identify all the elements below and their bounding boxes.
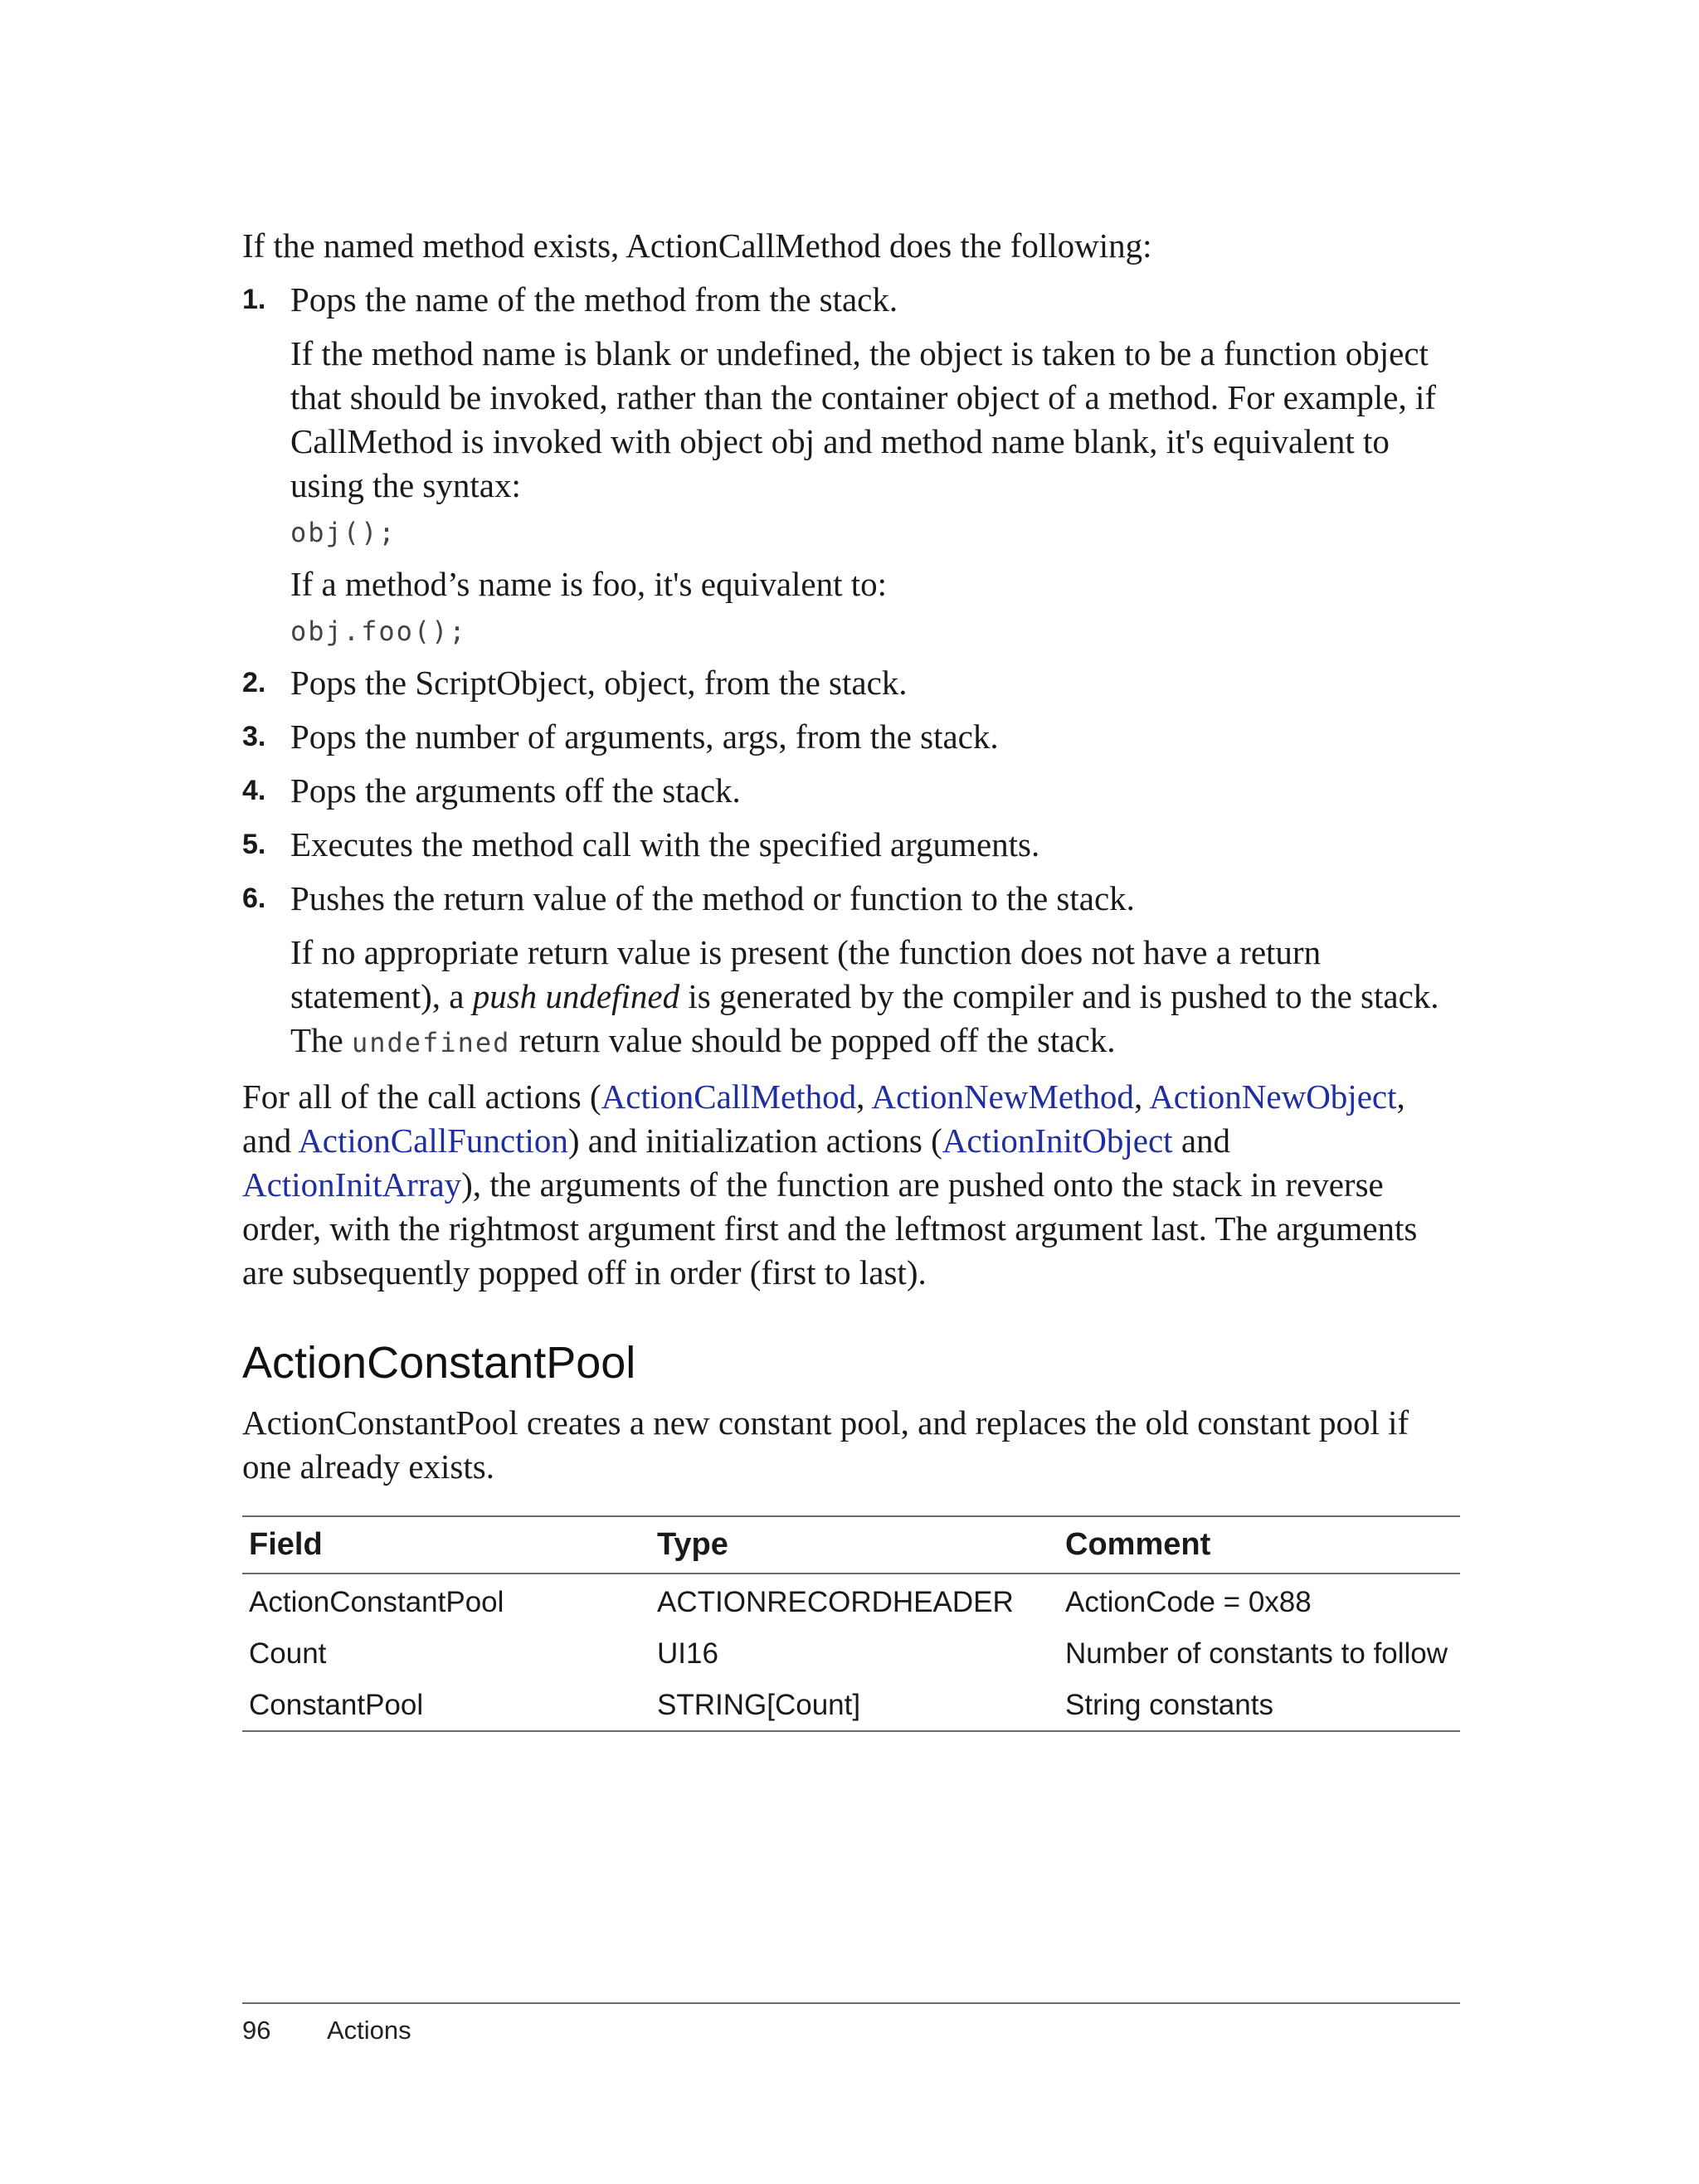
- section-heading: ActionConstantPool: [242, 1338, 636, 1388]
- step-number: 6.: [242, 883, 266, 914]
- step-detail-paragraph: If a method’s name is foo, it's equivalent to:: [290, 565, 888, 603]
- code-sample: obj.foo();: [290, 615, 467, 647]
- emphasis-text: push undefined: [472, 977, 680, 1015]
- table-cell: Number of constants to follow: [1065, 1637, 1448, 1670]
- link-action-new-object[interactable]: ActionNewObject: [1149, 1077, 1397, 1116]
- text-fragment: For all of the call actions (: [242, 1077, 601, 1116]
- column-header-field: Field: [242, 1516, 650, 1574]
- text-fragment: , and: [242, 1077, 1405, 1160]
- list-item: [242, 661, 1460, 705]
- steps-list: [242, 278, 1460, 1065]
- table-cell: Count: [249, 1637, 327, 1670]
- table-cell: ACTIONRECORDHEADER: [657, 1586, 1014, 1618]
- link-action-init-array[interactable]: ActionInitArray: [242, 1165, 462, 1204]
- link-action-call-function[interactable]: ActionCallFunction: [298, 1121, 568, 1160]
- table-header-row: [242, 1516, 1460, 1574]
- fields-table: [242, 1515, 1460, 1732]
- link-action-new-method[interactable]: ActionNewMethod: [871, 1077, 1134, 1116]
- page-body: [242, 224, 1460, 1732]
- column-header-type: Type: [650, 1516, 1059, 1574]
- step-text: Pops the number of arguments, args, from the stack.: [290, 717, 999, 756]
- step-text: Pops the arguments off the stack.: [290, 771, 741, 810]
- step-number: 3.: [242, 721, 266, 752]
- table-cell: STRING[Count]: [657, 1689, 861, 1721]
- step-text: Pops the name of the method from the stack.: [290, 280, 898, 319]
- page-footer: [242, 2002, 1460, 2045]
- step-detail-paragraph: If the method name is blank or undefined, the object is taken to be a function object that should be invoked, rather than the container object of a method. For example, if CallMethod is invoked with object obj and method name blank, it's equivalent to using the syntax:: [290, 334, 1437, 504]
- table-row: [242, 1574, 1460, 1627]
- list-item: [242, 823, 1460, 867]
- step-text: Pops the ScriptObject, object, from the stack.: [290, 664, 908, 702]
- text-fragment: If no appropriate return value is present (the function does not have a return statement), a: [290, 933, 1322, 1015]
- step-text: Pushes the return value of the method or function to the stack.: [290, 879, 1135, 917]
- step-number: 4.: [242, 775, 266, 806]
- text-fragment: return value should be popped off the stack.: [510, 1021, 1116, 1059]
- list-item: [242, 278, 1460, 651]
- inline-code: undefined: [352, 1027, 511, 1058]
- table-cell: String constants: [1065, 1689, 1273, 1721]
- column-header-comment: Comment: [1059, 1516, 1460, 1574]
- step-detail-paragraph: [290, 931, 1460, 1065]
- closing-paragraph: [242, 1075, 1460, 1295]
- step-text: Executes the method call with the specified arguments.: [290, 825, 1040, 863]
- table-cell: ConstantPool: [249, 1689, 424, 1721]
- table-cell: ActionCode = 0x88: [1065, 1586, 1312, 1618]
- text-fragment: is generated by the compiler and is pushed to the stack. The: [290, 977, 1439, 1059]
- table-row: [242, 1679, 1460, 1731]
- list-item: [242, 715, 1460, 759]
- section-description: ActionConstantPool creates a new constant pool, and replaces the old constant pool if one already exists.: [242, 1403, 1409, 1486]
- list-item: [242, 769, 1460, 813]
- text-fragment: ,: [1133, 1077, 1150, 1116]
- page-number: 96: [242, 2016, 271, 2045]
- link-action-init-object[interactable]: ActionInitObject: [942, 1121, 1173, 1160]
- step-number: 2.: [242, 667, 266, 698]
- table-cell: UI16: [657, 1637, 718, 1670]
- text-fragment: ) and initialization actions (: [567, 1121, 942, 1160]
- step-number: 5.: [242, 829, 266, 860]
- table-cell: ActionConstantPool: [249, 1586, 504, 1618]
- step-number: 1.: [242, 284, 266, 315]
- code-sample: obj();: [290, 517, 397, 548]
- text-fragment: ,: [856, 1077, 872, 1116]
- text-fragment: ), the arguments of the function are pushed onto the stack in reverse order, with the rightmost argument first and the leftmost argument last. The arguments are subsequently popped off in order (first to last).: [242, 1165, 1418, 1291]
- link-action-call-method[interactable]: ActionCallMethod: [601, 1077, 857, 1116]
- list-item: [242, 877, 1460, 1065]
- table-row: [242, 1627, 1460, 1679]
- footer-section-title: Actions: [327, 2016, 411, 2045]
- intro-paragraph: If the named method exists, ActionCallMethod does the following:: [242, 226, 1152, 265]
- text-fragment: and: [1172, 1121, 1231, 1160]
